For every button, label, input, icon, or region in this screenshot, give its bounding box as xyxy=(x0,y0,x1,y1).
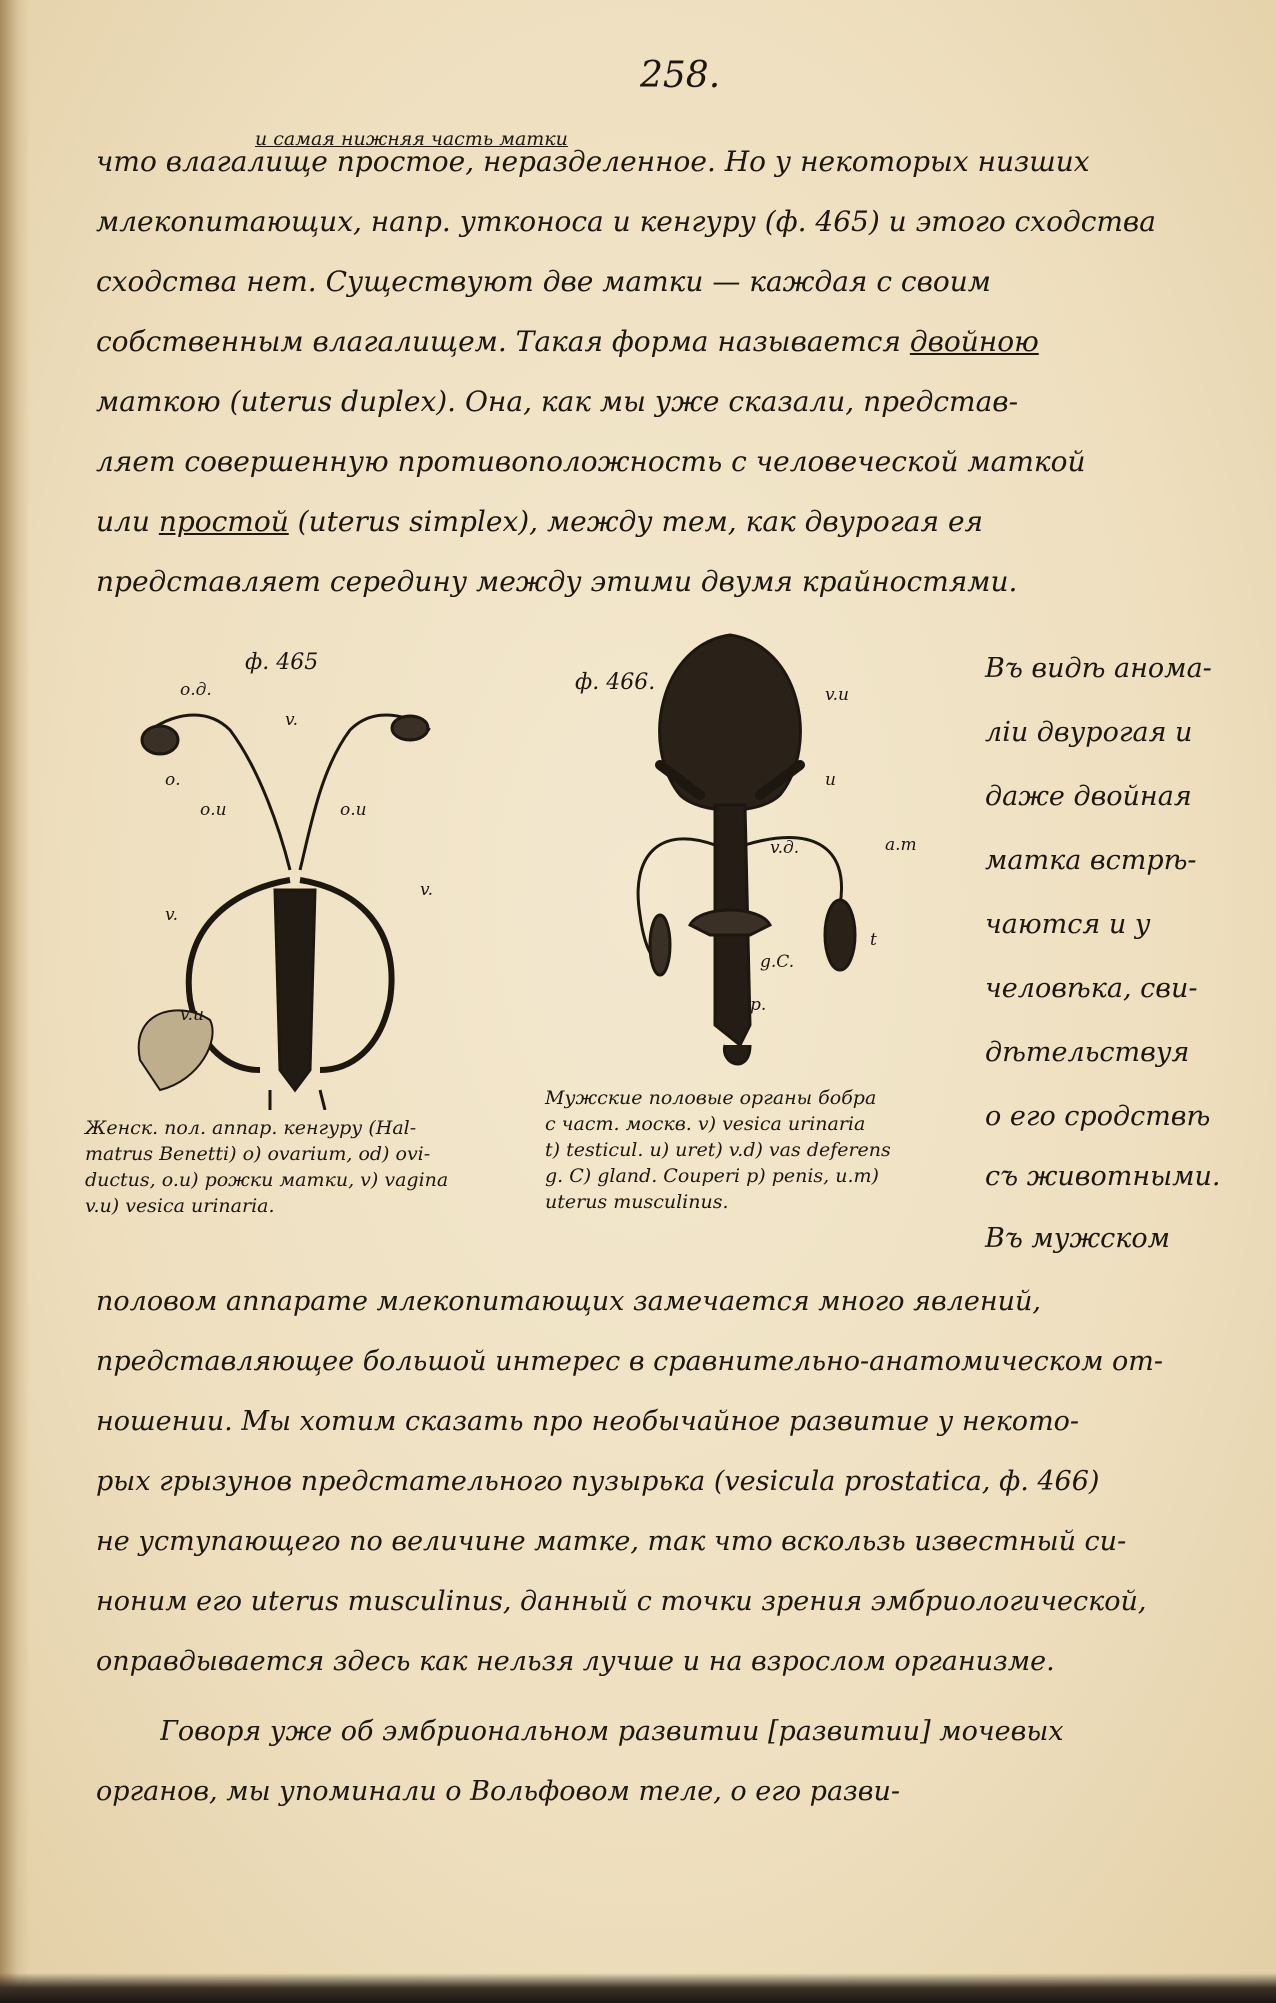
underlined-term: простой xyxy=(158,505,289,538)
caption-line: с част. москв. v) vesica urinaria xyxy=(545,1113,866,1135)
figure-466-drawing xyxy=(620,625,940,1095)
testicle-right xyxy=(825,900,855,970)
figure-466-mark: a.m xyxy=(885,835,917,855)
figure-465-mark: v.u xyxy=(180,1005,204,1025)
caption-line: g. C) gland. Couperi p) penis, u.m) xyxy=(545,1165,879,1187)
text-line: половом аппарате млекопитающих замечается много явлений, xyxy=(96,1286,1042,1317)
figure-466-mark: v.u xyxy=(825,685,849,705)
figure-466-label: ф. 466. xyxy=(575,670,656,695)
text-line xyxy=(96,325,1226,359)
side-text-line: Въ видѣ анома- xyxy=(985,653,1212,684)
underlined-term: двойною xyxy=(909,325,1039,358)
book-spine xyxy=(0,0,30,2003)
text-line: не уступающего по величине матке, так что вскользь известный си- xyxy=(96,1526,1127,1557)
side-text-line: человѣка, сви- xyxy=(985,973,1198,1004)
figure-466-mark: p. xyxy=(750,995,767,1015)
caption-line: ductus, o.u) рожки матки, v) vagina xyxy=(85,1169,449,1191)
figure-465-caption xyxy=(85,1115,448,1219)
caption-line: t) testicul. u) uret) v.d) vas deferens xyxy=(545,1139,891,1161)
caption-line: Мужские половые органы бобра xyxy=(545,1087,877,1109)
figure-466-mark: g.C. xyxy=(760,952,795,972)
text-line: представляет середину между этими двумя крайностями. xyxy=(96,565,1018,598)
text-line: что влагалище простое, неразделенное. Но у некоторых низших xyxy=(96,145,1090,178)
figure-465-mark: о.и xyxy=(200,800,227,820)
text-span: или xyxy=(96,505,150,538)
figure-466-mark: t xyxy=(870,930,877,950)
caption-line: v.u) vesica urinaria. xyxy=(85,1195,275,1217)
urethra xyxy=(270,1090,325,1110)
text-span: (uterus simplex), между тем, как двурогая ея xyxy=(297,505,984,538)
figure-465-mark: о.и xyxy=(340,800,367,820)
figure-466-mark: v.д. xyxy=(770,838,800,858)
vagina xyxy=(275,890,315,1090)
side-text-line: матка встрѣ- xyxy=(985,845,1197,876)
side-text-line: о его сродствѣ xyxy=(985,1101,1211,1132)
text-span: собственным влагалищем. Такая форма называется xyxy=(96,325,901,358)
text-line: представляющее большой интерес в сравнительно-анатомическом от- xyxy=(96,1346,1164,1377)
caption-line: matrus Benetti) o) ovarium, od) ovi- xyxy=(85,1143,431,1165)
glans xyxy=(724,1045,750,1064)
figure-465-mark: о. xyxy=(165,770,181,790)
text-line: оправдывается здесь как нельзя лучше и на взрослом организме. xyxy=(96,1646,1055,1677)
side-text-line: ліи двурогая и xyxy=(985,717,1193,748)
caption-line: Женск. пол. аппар. кенгуру (Hal- xyxy=(85,1117,417,1139)
text-line: маткою (uterus duplex). Она, как мы уже сказали, представ- xyxy=(96,385,1019,418)
cowper-glands xyxy=(690,910,770,935)
figure-465-label: ф. 465 xyxy=(245,650,319,675)
ovary-left xyxy=(142,726,178,754)
figure-465-mark: v. xyxy=(420,880,433,900)
insert-note: и самая нижняя часть матки xyxy=(255,128,568,150)
ovary-right xyxy=(392,716,428,740)
text-line: Говоря уже об эмбриональном развитии [развитии] мочевых xyxy=(160,1716,1064,1747)
side-text-line: даже двойная xyxy=(985,781,1192,812)
text-line: млекопитающих, напр. утконоса и кенгуру (ф. 465) и этого сходства xyxy=(96,205,1156,238)
figure-465-drawing xyxy=(120,670,460,1110)
text-line: рых грызунов предстательного пузырька (vesicula prostatica, ф. 466) xyxy=(96,1466,1100,1497)
figure-466-mark: и xyxy=(825,770,836,790)
testicle-left xyxy=(650,915,670,975)
figure-465-mark: о.д. xyxy=(180,680,212,700)
caption-line: uterus musculinus. xyxy=(545,1191,729,1213)
text-line: органов, мы упоминали о Вольфовом теле, о его разви- xyxy=(96,1776,900,1807)
text-line xyxy=(96,505,1226,539)
text-line: сходства нет. Существуют две матки — каждая с своим xyxy=(96,265,992,298)
page-edge-shadow xyxy=(0,1973,1276,2003)
side-text-line: Въ мужском xyxy=(985,1223,1171,1254)
figure-465-mark: v. xyxy=(165,905,178,925)
figure-466-caption xyxy=(545,1085,891,1215)
side-text-line: чаются и у xyxy=(985,909,1151,940)
side-text-line: дѣтельствуя xyxy=(985,1037,1190,1068)
figure-465-mark: v. xyxy=(285,710,298,730)
page-number: 258. xyxy=(640,55,721,96)
text-line: ляет совершенную противоположность с человеческой маткой xyxy=(96,445,1086,478)
side-text-line: съ животными. xyxy=(985,1161,1221,1192)
text-line: ноним его uterus musculinus, данный с точки зрения эмбриологической, xyxy=(96,1586,1147,1617)
text-line: ношении. Мы хотим сказать про необычайное развитие у некото- xyxy=(96,1406,1080,1437)
